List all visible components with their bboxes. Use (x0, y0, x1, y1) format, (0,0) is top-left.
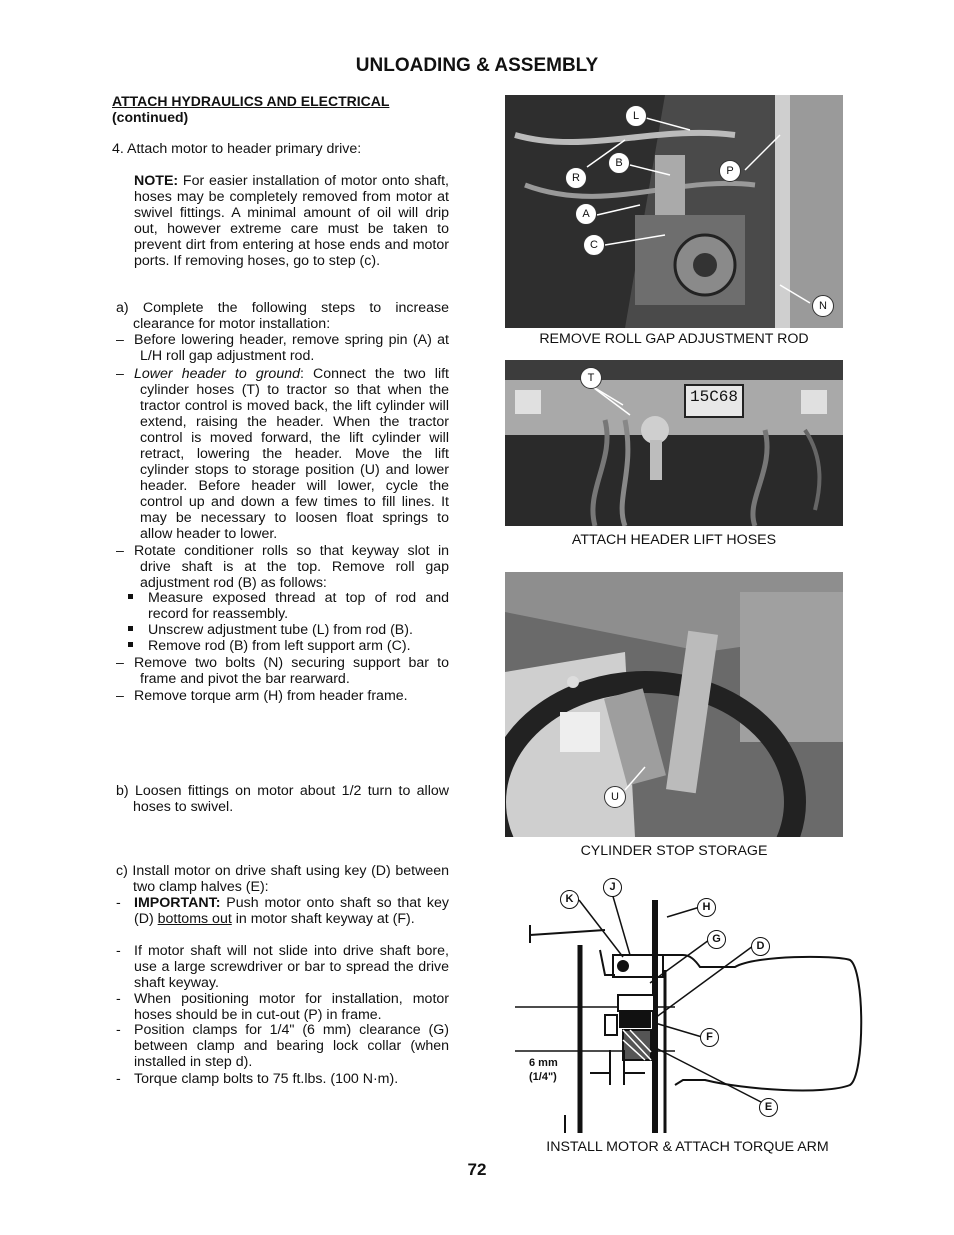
step-b-text: b) Loosen fittings on motor about 1/2 turn to allow hoses to swivel. (116, 783, 449, 815)
label-H: H (697, 898, 716, 917)
note-paragraph (134, 173, 449, 269)
step-a-item-5: – Remove torque arm (H) from header frame. (116, 688, 408, 704)
license-plate: 15C68 (689, 388, 738, 406)
lower-header-label: Lower header to ground (134, 366, 300, 382)
bullet-1: Measure exposed thread at top of rod and record for reassembly. (128, 590, 449, 622)
step-a-item-1: – Before lowering header, remove spring pin (A) at L/H roll gap adjustment rod. (116, 332, 449, 364)
label-G: G (707, 930, 726, 949)
note-label: NOTE: (134, 173, 179, 189)
step-c-item-1: - If motor shaft will not slide into drive shaft bore, use a large screwdriver or bar to spread the drive shaft keyway. (116, 943, 449, 991)
label-F: F (700, 1028, 719, 1047)
page-number: 72 (467, 1160, 487, 1179)
motor-torque-arm-diagram (505, 875, 870, 1133)
label-L: L (625, 105, 647, 127)
label-C: C (583, 234, 605, 256)
page-title: UNLOADING & ASSEMBLY (355, 55, 599, 76)
fig4-caption: INSTALL MOTOR & ATTACH TORQUE ARM (546, 1139, 829, 1155)
dimension-label: 6 mm (1/4") (529, 1057, 558, 1083)
important-label: IMPORTANT: (134, 895, 221, 911)
step-a-item-2: – Lower header to ground: Connect the two lift cylinder hoses (T) to tractor so that when the tractor control is moved back, the lift cylinder will extend, raising the header. When the tractor control is moved forward, the lift cylinder will retract, lowering the header. Move the lift cylinder stops to storage position (U) and lower header. Before header will lower, cycle the control up and down a few times to fill lines. It may be necessary to loosen float springs to allow header to lower. (116, 366, 449, 542)
step-a-item-4: – Remove two bolts (N) securing support bar to frame and pivot the bar rearward. (116, 655, 449, 687)
bullet-3: Remove rod (B) from left support arm (C). (128, 638, 449, 654)
label-K: K (560, 890, 579, 909)
note-text: For easier installation of motor onto shaft, hoses may be completely removed from motor at swivel fittings. A minimal amount of oil will drip out, however extreme care must be taken to prevent dirt from entering at hose ends and motor ports. If removing hoses, go to step (c). (134, 173, 449, 269)
step-c-item-4: - Torque clamp bolts to 75 ft.lbs. (100 N·m). (116, 1071, 399, 1087)
step-c-intro: c) Install motor on drive shaft using key (D) between two clamp halves (E): (116, 863, 449, 895)
step-4-text: 4. Attach motor to header primary drive: (112, 141, 362, 157)
fig2-caption: ATTACH HEADER LIFT HOSES (571, 532, 777, 548)
section-subtitle: (continued) (112, 109, 189, 125)
lift-hoses-photo (505, 360, 843, 526)
label-D: D (751, 937, 770, 956)
label-P: P (719, 160, 741, 182)
section-heading (112, 93, 452, 125)
label-J: J (603, 878, 622, 897)
step-c-item-2: - When positioning motor for installation, motor hoses should be in cut-out (P) in frame. (116, 991, 449, 1023)
roll-gap-photo (505, 95, 843, 328)
fig1-caption: REMOVE ROLL GAP ADJUSTMENT ROD (539, 331, 809, 347)
step-c-important: - IMPORTANT: Push motor onto shaft so that key (D) bottoms out in motor shaft keyway at (F). (116, 895, 449, 927)
section-title: ATTACH HYDRAULICS AND ELECTRICAL (112, 93, 390, 109)
bullet-2: Unscrew adjustment tube (L) from rod (B). (128, 622, 449, 638)
step-a-item-3: – Rotate conditioner rolls so that keyway slot in drive shaft is at the top. Remove roll gap adjustment rod (B) as follows: (116, 543, 449, 591)
cylinder-stop-photo (505, 572, 843, 837)
step-c-item-3: - Position clamps for 1/4" (6 mm) clearance (G) between clamp and bearing lock collar (when installed in step d). (116, 1022, 449, 1070)
label-T: T (580, 367, 602, 389)
fig3-caption: CYLINDER STOP STORAGE (580, 843, 768, 859)
label-A: A (575, 203, 597, 225)
label-U: U (604, 786, 626, 808)
label-B: B (608, 152, 630, 174)
label-R: R (565, 167, 587, 189)
step-a-intro: a) Complete the following steps to increase clearance for motor installation: (116, 300, 449, 332)
label-E: E (759, 1098, 778, 1117)
label-N: N (812, 295, 834, 317)
